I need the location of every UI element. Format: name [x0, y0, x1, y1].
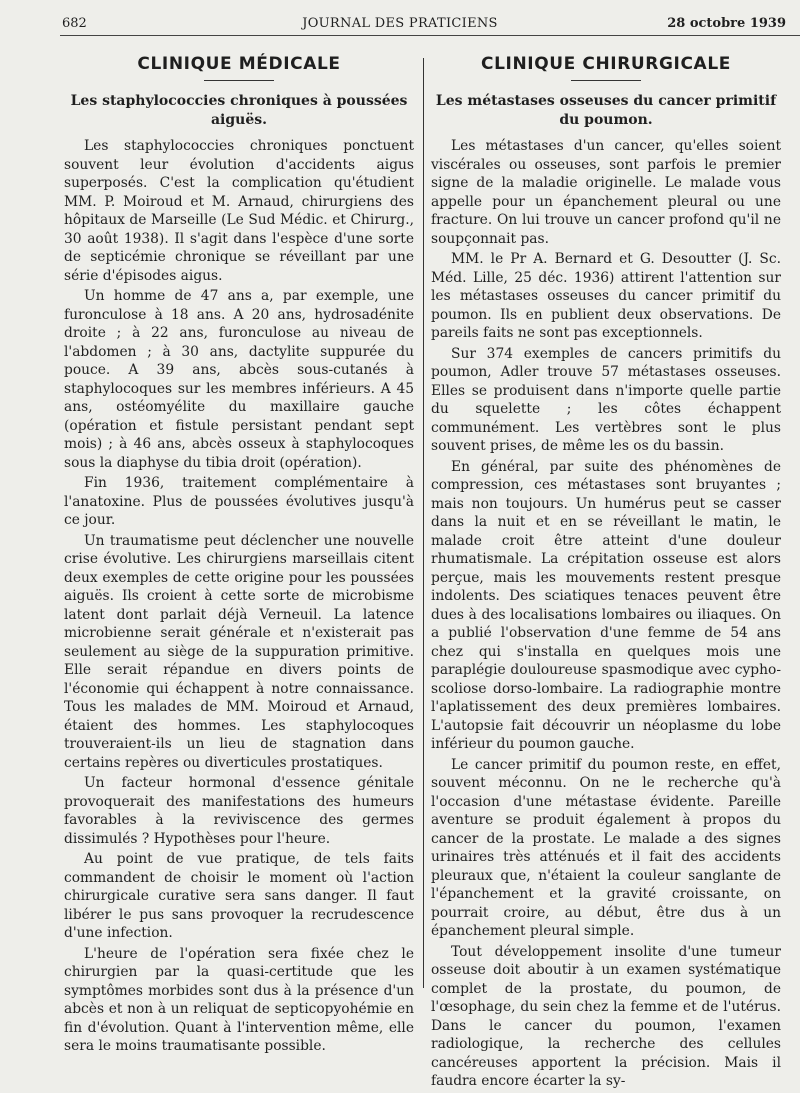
page-header — [0, 0, 800, 34]
section-heading-medicale: CLINIQUE MÉDICALE — [137, 54, 341, 74]
paragraph: L'heure de l'opération sera fixée chez le chirurgien par la quasi-certitude que les symptômes morbides sont dus à la présence d'un abcès et non à un reliquat de septicopyohémie en fin d'évolution. Quant à l'intervention même, elle sera le moins traumatisante possible. — [64, 945, 414, 1054]
section-heading-chirurgicale: CLINIQUE CHIRURGICALE — [481, 54, 731, 74]
article-title-staphylococcies: Les staphylococcies chroniques à poussées aiguës. — [70, 93, 408, 128]
paragraph: Les staphylococcies chroniques ponctuent souvent leur évolution d'accidents aigus superposés. C'est la complication qu'étudient MM. P. Moiroud et M. Arnaud, chirurgiens des hôpitaux de Marseille (Le Sud Médic. et Chirurg., 30 août 1938). Il s'agit dans l'espèce d'une sorte de septicémie chronique se réveillant par une série d'épisodes aigus. — [64, 138, 414, 284]
paragraph: Sur 374 exemples de cancers primitifs du poumon, Adler trouve 57 métastases osseuses. Elles se produisent dans n'importe quelle partie du squelette ; les côtes échappent communément. Les vertèbres sont le plus souvent prises, de même les os du bassin. — [431, 345, 781, 454]
issue-date: 28 octobre 1939 — [667, 16, 786, 31]
right-column — [431, 50, 781, 1093]
article-title-metastases: Les métastases osseuses du cancer primitif du poumon. — [435, 93, 777, 128]
paragraph: Un facteur hormonal d'essence génitale provoquerait des manifestations des humeurs favorables à la reviviscence des germes dissimulés ? Hypothèses pour l'heure. — [64, 775, 414, 847]
paragraph: Un traumatisme peut déclencher une nouvelle crise évolutive. Les chirurgiens marseillais citent deux exemples de cette origine pour les poussées aiguës. Ils croient à cette sorte de microbisme latent dont parlait déjà Verneuil. La latence microbienne serait générale et n'existerait pas seulement au siège de la suppuration primitive. Elle serait répandue en divers points de l'économie qui échappent à notre connaissance. Tous les malades de MM. Moiroud et Arnaud, étaient des hommes. Les staphylocoques trouveraient-ils un lieu de stagnation dans certains repères ou diverticules prostatiques. — [64, 532, 414, 771]
section-underline — [204, 80, 274, 81]
left-column — [64, 50, 414, 1058]
journal-title: JOURNAL DES PRATICIENS — [302, 16, 498, 31]
paragraph: Fin 1936, traitement complémentaire à l'anatoxine. Plus de poussées évolutives jusqu'à ce jour. — [64, 475, 414, 528]
page-number: 682 — [62, 16, 87, 31]
paragraph: Un homme de 47 ans a, par exemple, une furonculose à 18 ans. A 20 ans, hydrosadénite droite ; à 22 ans, furonculose au niveau de l'abdomen ; à 30 ans, dactylite suppurée du pouce. A 39 ans, abcès sous-cutanés à staphylocoques sur les membres inférieurs. A 45 ans, ostéomyélite du maxillaire gauche (opération et fistule persistant pendant sept mois) ; à 46 ans, abcès osseux à staphylocoques sous la diaphyse du tibia droit (opération). — [64, 288, 414, 471]
column-divider — [423, 58, 424, 988]
paragraph: Tout développement insolite d'une tumeur osseuse doit aboutir à un examen systématique complet de la prostate, du poumon, de l'œsophage, du sein chez la femme et de l'utérus. Dans le cancer du poumon, l'examen radiologique, la recherche des cellules cancéreuses apportent la précision. Mais il faudra encore écarter la sy- — [431, 943, 781, 1089]
paragraph: Les métastases d'un cancer, qu'elles soient viscérales ou osseuses, sont parfois le premier signe de la maladie originelle. Le malade vous appelle pour un épanchement pleural ou une fracture. On lui trouve un cancer profond qu'il ne soupçonnait pas. — [431, 138, 781, 247]
paragraph: Le cancer primitif du poumon reste, en effet, souvent méconnu. On ne le recherche qu'à l'occasion d'une métastase évidente. Pareille aventure se produit également à propos du cancer de la prostate. Le malade a des signes urinaires très atténués et il fait des accidents pleuraux que, n'étaient la couleur sanglante de l'épanchement et la gravité croissante, on pourrait croire, au début, être dus à un épanchement pleural simple. — [431, 756, 781, 939]
paragraph: En général, par suite des phénomènes de compression, ces métastases sont bruyantes ; mais non toujours. Un humérus peut se casser dans la nuit et en se réveillant le matin, le malade croit être atteint d'une douleur rhumatismale. La crépitation osseuse est alors perçue, mais les mouvements restent presque indolents. Des sciatiques tenaces peuvent être dues à des localisations lombaires ou iliaques. On a publié l'observation d'une femme de 54 ans chez qui s'installa en quelques mois une paraplégie douloureuse spasmodique avec cypho-scoliose dorso-lombaire. La radiographie montre l'aplatissement des deux premières lombaires. L'autopsie fait découvrir un néoplasme du lobe inférieur du poumon gauche. — [431, 458, 781, 752]
paragraph: Au point de vue pratique, de tels faits commandent de choisir le moment où l'action chirurgicale curative sera sans danger. Il faut libérer le pus sans provoquer la recrudescence d'une infection. — [64, 851, 414, 941]
header-rule — [60, 35, 800, 36]
section-underline — [571, 80, 641, 81]
paragraph: MM. le Pr A. Bernard et G. Desoutter (J. Sc. Méd. Lille, 25 déc. 1936) attirent l'attention sur les métastases osseuses du cancer primitif du poumon. Ils en publient deux observations. De pareils faits ne sont pas exceptionnels. — [431, 251, 781, 341]
